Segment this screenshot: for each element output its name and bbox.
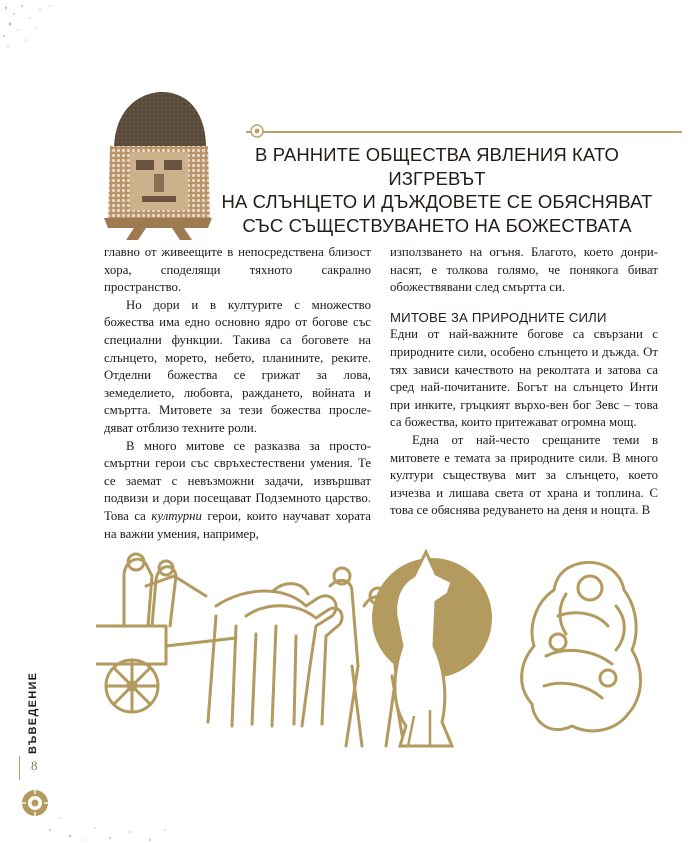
paragraph: Една от най-често срещаните теми в митовете е темата за природните сили. В много култури съществува мит за слънцето, което изчезва и лишава света от храна и топлина. С това се обяснява редуването на деня и нощта. В xyxy=(390,432,658,518)
emphasis-text: културни xyxy=(151,508,202,523)
side-section-label: ВЪВЕДЕНИЕ xyxy=(27,671,39,754)
header-rule xyxy=(246,131,682,133)
right-text-column xyxy=(390,244,658,520)
mask-illustration xyxy=(96,88,218,240)
paragraph-text: В много митове се разказва за просто-смъртни герои със свръхестествени умения. Те се заемат с невъзможни задачи, извършват подвизи и дори посещават Подземното царство. Това са xyxy=(104,438,371,523)
sun-ornament-icon xyxy=(250,124,264,138)
paragraph: главно от живеещите в непосредствена близост хора, споделящи тяхното сакрално пространство. xyxy=(104,245,371,295)
subheading: МИТОВЕ ЗА ПРИРОДНИТЕ СИЛИ xyxy=(390,309,607,325)
paragraph: Но дори и в културите с множество божества има едно основно ядро от богове със специални функции. Такива са боговете на слънцето, морето, небето, планините, реките. Отделни божества се грижат за лова, земеделието, любовта, раждането, войната и смъртта. Митовете за тези божества просле-дяват отблизо техните роли. xyxy=(104,297,371,435)
mythology-illustration xyxy=(96,546,680,756)
chapter-heading xyxy=(212,143,662,237)
figures-illustration xyxy=(522,562,641,730)
page-number: 8 xyxy=(31,758,38,773)
side-section-label-wrap xyxy=(24,668,42,754)
paragraph: използването на огъня. Благото, което донри-насят, е толкова голямо, че понякога биват обожествявани след смъртта си. xyxy=(390,245,658,295)
sun-ornament-icon xyxy=(20,788,50,818)
ink-speckle-decoration xyxy=(40,800,180,843)
paragraph: Едни от най-важните богове са свързани с природните сили, особено слънцето и дъжда. От тях зависи качеството на реколтата и затова са сред най-почитаните. Богът на слънцето Инти при инките, гръцкият върхо-вен бог Зевс – това са божества, които притежават огромна мощ. xyxy=(390,327,658,430)
paragraph xyxy=(104,438,371,544)
margin-rule xyxy=(19,756,20,780)
left-text-column xyxy=(104,244,371,543)
heading-line: СЪС СЪЩЕСТВУВАНЕТО НА БОЖЕСТВАТА xyxy=(242,214,632,236)
heading-line: В РАННИТЕ ОБЩЕСТВА ЯВЛЕНИЯ КАТО ИЗГРЕВЪТ xyxy=(255,144,619,189)
paragraph-text: герои, които научават хората на важни умения, например, xyxy=(104,508,371,541)
chariot-illustration xyxy=(96,554,414,746)
heading-line: НА СЛЪНЦЕТО И ДЪЖДОВЕТЕ СЕ ОБЯСНЯВАТ xyxy=(221,191,653,212)
ink-speckle-decoration xyxy=(0,0,70,60)
